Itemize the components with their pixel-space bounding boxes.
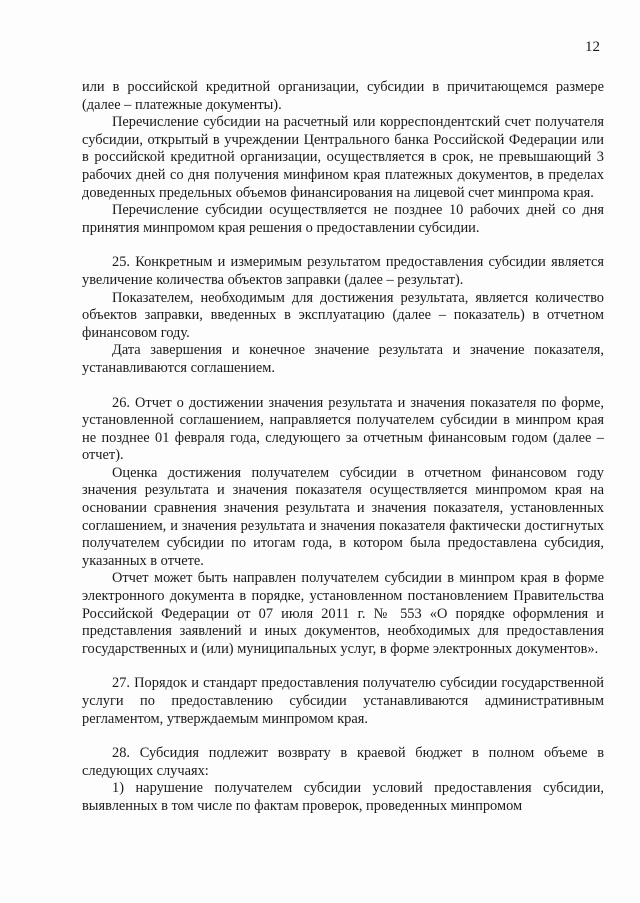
list-item: 1) нарушение получателем субсидии условий предоставления субсидии, выявленных в том числе по фактам проверок, проведенных минпромом [82, 780, 604, 814]
paragraph-continuation: или в российской кредитной организации, субсидии в причитающемся размере (далее – платежные документы). [82, 79, 604, 113]
clause-25: 25. Конкретным и измеримым результатом предоставления субсидии является увеличение количества объектов заправки (далее – результат). [82, 254, 604, 288]
paragraph: Перечисление субсидии осуществляется не позднее 10 рабочих дней со дня принятия минпромом края решения о предоставлении субсидии. [82, 202, 604, 236]
document-body [82, 79, 604, 816]
paragraph: Отчет может быть направлен получателем субсидии в минпром края в форме электронного документа в порядке, установленном постановлением Правительства Российской Федерации от 07 июля 2011 г. № 553 «О порядке оформления и представления заявлений и иных документов, необходимых для предоставления государственных и (или) муниципальных услуг, в форме электронных документов». [82, 570, 604, 657]
paragraph: Оценка достижения получателем субсидии в отчетном финансовом году значения результата и значения показателя осуществляется минпромом края на основании сравнения значения результата и значения показателя, установленных соглашением, и значения результата и значения показателя фактически достигнутых получателем субсидии по итогам года, в котором была предоставлена субсидия, указанных в отчете. [82, 464, 604, 569]
clause-28: 28. Субсидия подлежит возврату в краевой бюджет в полном объеме в следующих случаях: [82, 745, 604, 779]
clause-26: 26. Отчет о достижении значения результата и значения показателя по форме, установленной соглашением, направляется получателем субсидии в минпром края не позднее 01 февраля года, следующего за отчетным финансовым годом (далее – отчет). [82, 394, 604, 464]
clause-27: 27. Порядок и стандарт предоставления получателю субсидии государственной услуги по предоставлению субсидии устанавливаются административным регламентом, утверждаемым минпромом края. [82, 675, 604, 727]
page-number: 12 [585, 39, 600, 55]
paragraph: Дата завершения и конечное значение результата и значение показателя, устанавливаются соглашением. [82, 342, 604, 376]
paragraph: Перечисление субсидии на расчетный или корреспондентский счет получателя субсидии, открытый в учреждении Центрального банка Российской Федерации или в российской кредитной организации, осуществляется в срок, не превышающий 3 рабочих дней со дня получения минфином края платежных документов, в пределах доведенных предельных объемов финансирования на лицевой счет минпрома края. [82, 114, 604, 201]
paragraph: Показателем, необходимым для достижения результата, является количество объектов заправки, введенных в эксплуатацию (далее – показатель) в отчетном финансовом году. [82, 289, 604, 341]
